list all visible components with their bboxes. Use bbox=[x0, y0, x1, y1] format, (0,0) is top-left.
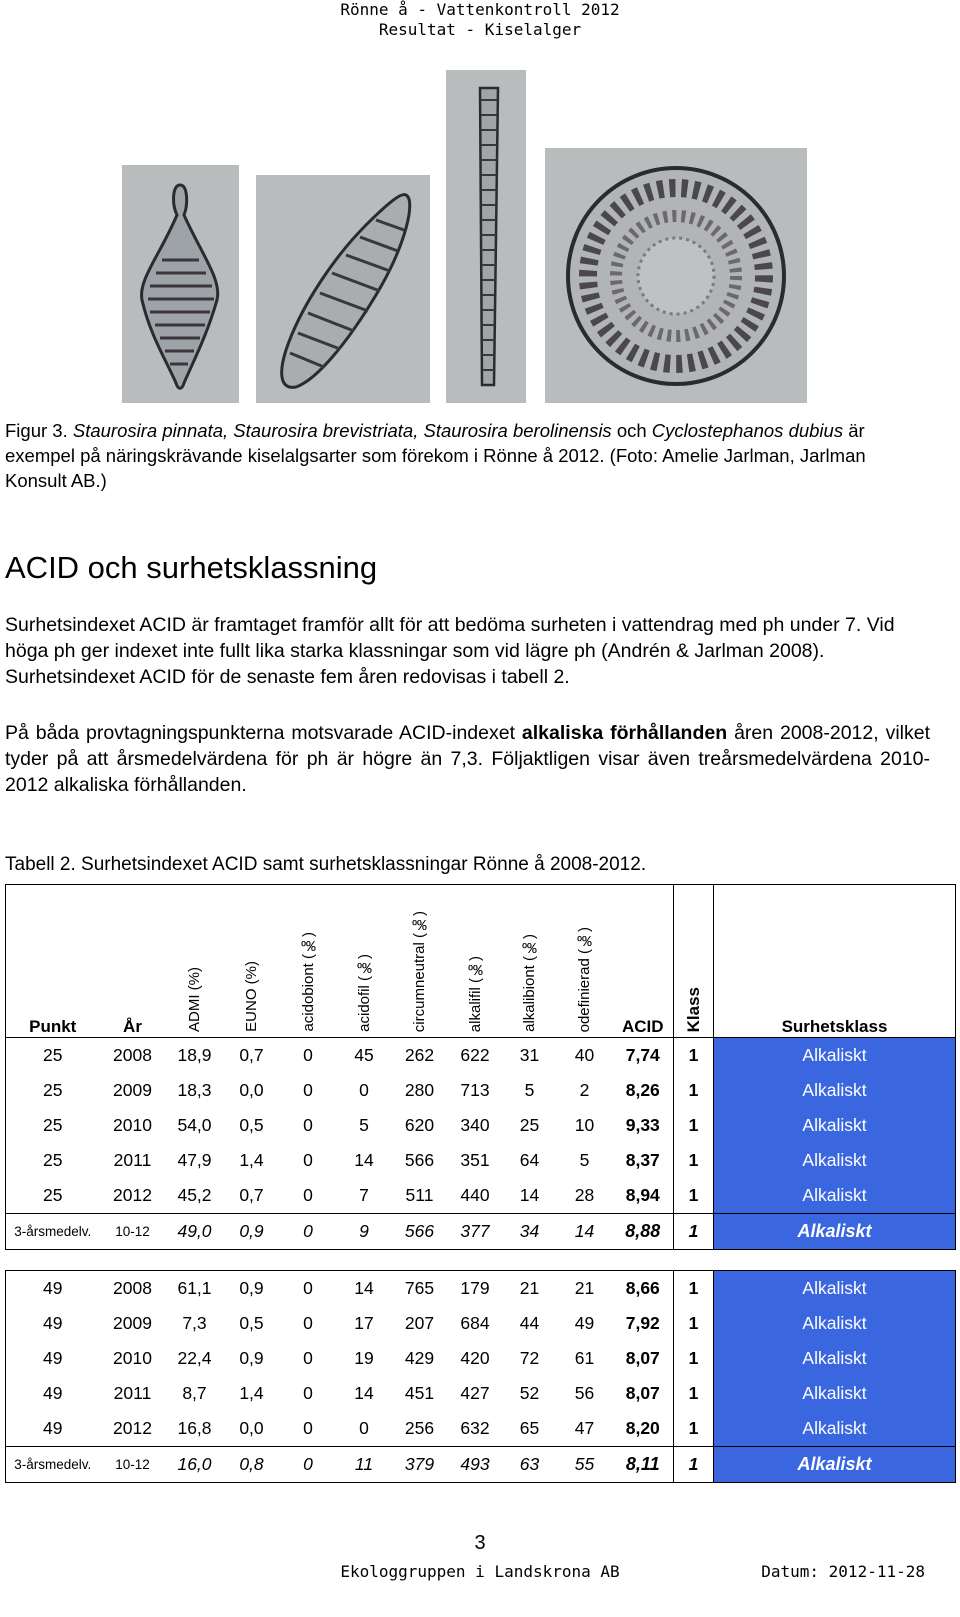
table-row bbox=[6, 1038, 956, 1074]
table-average-row bbox=[6, 1214, 956, 1250]
table-cell: 0 bbox=[303, 1150, 313, 1170]
paragraph-2-c: åren 2008-2012 bbox=[734, 722, 874, 744]
table-header-label: ACID bbox=[621, 1017, 664, 1036]
table-cell: 8,07 bbox=[613, 1341, 674, 1376]
table-cell: 61,1 bbox=[177, 1278, 212, 1298]
table-cell: 0 bbox=[303, 1418, 313, 1438]
photo-staurosira-berolinensis bbox=[446, 70, 526, 403]
table-cell: 280 bbox=[404, 1080, 435, 1100]
photo-staurosira-pinnata bbox=[122, 165, 239, 403]
table-cell: 49 bbox=[6, 1271, 100, 1307]
table-cell: 511 bbox=[405, 1185, 434, 1205]
table-cell: 1 bbox=[674, 1271, 714, 1307]
table-cell: 0,0 bbox=[239, 1418, 264, 1438]
table-cell: 9,33 bbox=[613, 1108, 674, 1143]
table-cell: 0 bbox=[303, 1115, 313, 1135]
table-row bbox=[6, 1341, 956, 1376]
table-header-cell bbox=[503, 885, 557, 1038]
table-cell: 351 bbox=[460, 1150, 490, 1170]
table-cell: 179 bbox=[460, 1278, 490, 1298]
table-header-cell bbox=[337, 885, 392, 1038]
table-cell: 64 bbox=[519, 1150, 540, 1170]
table-cell: Alkaliskt bbox=[714, 1178, 956, 1214]
paragraph-2-d: , vilket tyder på att årsmedelvärdena för ph är högre än 7,3. Följaktligen visar även treårsmedelvärdena 2010-2012 alkaliska förhållanden. bbox=[5, 722, 930, 796]
table-cell: 0 bbox=[280, 1447, 337, 1483]
table-cell: 49 bbox=[574, 1313, 595, 1333]
table-cell: 377 bbox=[448, 1214, 503, 1250]
table-cell: 1 bbox=[674, 1178, 714, 1214]
table-header-cell bbox=[674, 885, 714, 1038]
table-cell: 14 bbox=[354, 1278, 374, 1298]
table-spacer-row bbox=[6, 1250, 956, 1271]
table-cell: 52 bbox=[519, 1383, 540, 1403]
table-cell: 493 bbox=[448, 1447, 503, 1483]
table-cell: 0,7 bbox=[239, 1185, 264, 1205]
table-header-cell bbox=[224, 885, 280, 1038]
table-cell: 0 bbox=[280, 1214, 337, 1250]
table-cell: 2011 bbox=[113, 1383, 152, 1403]
table-cell: Alkaliskt bbox=[714, 1341, 956, 1376]
table-cell: 0,7 bbox=[239, 1045, 264, 1065]
table-row bbox=[6, 1143, 956, 1178]
table-header-row bbox=[6, 885, 956, 1038]
table-cell: 1 bbox=[674, 1411, 714, 1447]
table-cell: 1,4 bbox=[239, 1383, 264, 1403]
table-cell: 63 bbox=[503, 1447, 557, 1483]
table-cell: 7,92 bbox=[613, 1306, 674, 1341]
table-cell: 14 bbox=[354, 1383, 374, 1403]
table-row bbox=[6, 1271, 956, 1307]
figure-species-2: Cyclostephanos dubius bbox=[651, 420, 844, 441]
table-cell: 49 bbox=[6, 1306, 100, 1341]
table-cell: 451 bbox=[404, 1383, 435, 1403]
table-header-cell bbox=[166, 885, 224, 1038]
table-cell: 2010 bbox=[113, 1115, 152, 1135]
table-cell: 9 bbox=[337, 1214, 392, 1250]
table-cell: 3-årsmedelv. bbox=[6, 1214, 100, 1250]
header-title: Rönne å - Vattenkontroll 2012 bbox=[340, 0, 620, 19]
table-cell: 2010 bbox=[113, 1348, 152, 1368]
table-header-cell bbox=[613, 885, 674, 1038]
table-cell: 1 bbox=[674, 1108, 714, 1143]
table-cell: 7 bbox=[359, 1185, 369, 1205]
table-cell: 207 bbox=[404, 1313, 435, 1333]
table-cell: 256 bbox=[404, 1418, 435, 1438]
table-cell: 25 bbox=[6, 1038, 100, 1074]
table-header-cell bbox=[280, 885, 337, 1038]
table-row bbox=[6, 1178, 956, 1214]
table-cell: Alkaliskt bbox=[714, 1038, 956, 1074]
table-cell: 1 bbox=[674, 1447, 714, 1483]
table-header-label: alkalifil (‰) bbox=[466, 955, 484, 1032]
table-cell: 3-årsmedelv. bbox=[6, 1447, 100, 1483]
table-cell: 10-12 bbox=[100, 1214, 166, 1250]
table-cell: Alkaliskt bbox=[714, 1411, 956, 1447]
table-cell: 440 bbox=[460, 1185, 490, 1205]
table-cell: 49 bbox=[6, 1341, 100, 1376]
table-cell: Alkaliskt bbox=[714, 1143, 956, 1178]
table-cell: 21 bbox=[519, 1278, 540, 1298]
table-row bbox=[6, 1411, 956, 1447]
photo-cyclostephanos-dubius bbox=[545, 148, 807, 403]
table-cell: 34 bbox=[503, 1214, 557, 1250]
table-cell: 0,9 bbox=[239, 1278, 264, 1298]
table-cell: 61 bbox=[574, 1348, 595, 1368]
table-cell: 17 bbox=[354, 1313, 374, 1333]
table-cell: 1 bbox=[674, 1038, 714, 1074]
table-cell: 8,26 bbox=[613, 1073, 674, 1108]
table-cell: 566 bbox=[392, 1214, 448, 1250]
table-cell: 54,0 bbox=[177, 1115, 212, 1135]
table-cell: 18,3 bbox=[177, 1080, 212, 1100]
header-subtitle: Resultat - Kiselalger bbox=[378, 20, 582, 39]
footer-company: Ekologgruppen i Landskrona AB bbox=[340, 1562, 620, 1581]
table-cell: 25 bbox=[6, 1108, 100, 1143]
table-cell: 65 bbox=[519, 1418, 540, 1438]
table-cell: 56 bbox=[574, 1383, 595, 1403]
footer-date: Datum: 2012-11-28 bbox=[761, 1562, 925, 1581]
table-row bbox=[6, 1376, 956, 1411]
table-cell: 0,5 bbox=[239, 1115, 264, 1135]
table-cell: 7,3 bbox=[182, 1313, 207, 1333]
table-cell: Alkaliskt bbox=[714, 1108, 956, 1143]
table-cell: 1,4 bbox=[239, 1150, 264, 1170]
photo-staurosira-brevistriata bbox=[256, 175, 430, 403]
table-cell: Alkaliskt bbox=[714, 1376, 956, 1411]
table-cell: 5 bbox=[359, 1115, 369, 1135]
table-cell: 45 bbox=[354, 1045, 374, 1065]
table-cell: 25 bbox=[519, 1115, 540, 1135]
table-cell: 1 bbox=[674, 1376, 714, 1411]
table-cell: 8,07 bbox=[613, 1376, 674, 1411]
table-cell: 262 bbox=[404, 1045, 435, 1065]
table-header-label: alkalibiont (‰) bbox=[521, 934, 538, 1032]
section-title: ACID och surhetsklassning bbox=[5, 550, 378, 585]
table-cell: 340 bbox=[460, 1115, 490, 1135]
table-cell: Alkaliskt bbox=[714, 1271, 956, 1307]
table-cell: 0 bbox=[359, 1080, 369, 1100]
table-cell: 1 bbox=[674, 1341, 714, 1376]
figure-label: Figur 3. bbox=[5, 420, 68, 441]
table-caption: Tabell 2. Surhetsindexet ACID samt surhetsklassningar Rönne å 2008-2012. bbox=[5, 854, 647, 875]
table-cell: 40 bbox=[574, 1045, 595, 1065]
table-cell: 0 bbox=[303, 1045, 313, 1065]
table-cell: 25 bbox=[6, 1073, 100, 1108]
table-header-cell bbox=[100, 885, 166, 1038]
table-cell: 8,11 bbox=[613, 1447, 674, 1483]
table-cell: 25 bbox=[6, 1178, 100, 1214]
table-cell: 0,9 bbox=[224, 1214, 280, 1250]
table-cell: 44 bbox=[519, 1313, 540, 1333]
paragraph-2-bold: alkaliska förhållanden bbox=[521, 722, 728, 744]
table-header-label: Punkt bbox=[29, 1017, 77, 1036]
table-cell: 49 bbox=[6, 1376, 100, 1411]
table-cell: 0,0 bbox=[239, 1080, 264, 1100]
table-cell: 8,94 bbox=[613, 1178, 674, 1214]
table-cell: 2008 bbox=[113, 1278, 152, 1298]
table-row bbox=[6, 1108, 956, 1143]
table-cell: 0 bbox=[303, 1313, 313, 1333]
table-cell: 31 bbox=[519, 1045, 540, 1065]
table-cell: 1 bbox=[674, 1214, 714, 1250]
table-cell: 420 bbox=[460, 1348, 490, 1368]
table-cell: Alkaliskt bbox=[714, 1073, 956, 1108]
table-header-cell bbox=[392, 885, 448, 1038]
figure-och: och bbox=[616, 420, 647, 441]
table-cell: Alkaliskt bbox=[714, 1214, 956, 1250]
table-header-cell bbox=[557, 885, 613, 1038]
table-cell: 10 bbox=[574, 1115, 595, 1135]
table-cell: 45,2 bbox=[177, 1185, 212, 1205]
table-cell: 8,7 bbox=[182, 1383, 207, 1403]
table-cell: 0 bbox=[303, 1383, 313, 1403]
table-cell: 11 bbox=[337, 1447, 392, 1483]
table-header-cell bbox=[448, 885, 503, 1038]
table-cell: 8,20 bbox=[613, 1411, 674, 1447]
table-cell: 16,0 bbox=[166, 1447, 224, 1483]
table-header-label: År bbox=[123, 1017, 142, 1036]
table-cell: 765 bbox=[404, 1278, 435, 1298]
acid-table bbox=[5, 884, 956, 1483]
figure-caption-rest: är exempel på näringskrävande kiselalgsarter som förekom i Rönne å 2012. (Foto: Amelie Jarlman, Jarlman Konsult AB.) bbox=[5, 420, 866, 491]
table-header-label: EUNO (%) bbox=[243, 961, 260, 1032]
table-cell: 47 bbox=[574, 1418, 595, 1438]
table-cell: 2 bbox=[579, 1080, 590, 1100]
table-header-cell bbox=[714, 885, 956, 1038]
table-cell: 8,37 bbox=[613, 1143, 674, 1178]
page-number: 3 bbox=[474, 1532, 486, 1554]
table-header-label: odefinierad (‰) bbox=[576, 926, 593, 1032]
figure-caption bbox=[5, 418, 930, 493]
table-cell: 0 bbox=[303, 1348, 313, 1368]
table-cell: 427 bbox=[460, 1383, 490, 1403]
table-cell: 429 bbox=[404, 1348, 435, 1368]
table-cell: 25 bbox=[6, 1143, 100, 1178]
page-header bbox=[0, 0, 960, 40]
table-cell: 19 bbox=[354, 1348, 374, 1368]
table-cell: 1 bbox=[674, 1306, 714, 1341]
table-cell: 1 bbox=[674, 1143, 714, 1178]
figure-species-1: Staurosira pinnata, Staurosira brevistriata, Staurosira berolinensis bbox=[72, 420, 612, 441]
table-cell: 622 bbox=[460, 1045, 490, 1065]
table-cell: 18,9 bbox=[177, 1045, 212, 1065]
table-cell: 379 bbox=[392, 1447, 448, 1483]
table-cell: 22,4 bbox=[177, 1348, 212, 1368]
table-cell: Alkaliskt bbox=[714, 1306, 956, 1341]
table-cell: 713 bbox=[460, 1080, 490, 1100]
table-cell: 2012 bbox=[113, 1418, 152, 1438]
table-cell: 8,88 bbox=[613, 1214, 674, 1250]
table-header-label: acidofil (‰) bbox=[355, 954, 373, 1032]
table-cell: 5 bbox=[579, 1150, 590, 1170]
table-cell: 28 bbox=[574, 1185, 595, 1205]
table-cell: 2008 bbox=[113, 1045, 152, 1065]
table-cell: 14 bbox=[354, 1150, 374, 1170]
table-cell: 49,0 bbox=[166, 1214, 224, 1250]
table-cell: 1 bbox=[674, 1073, 714, 1108]
table-cell: 55 bbox=[557, 1447, 613, 1483]
table-cell: 14 bbox=[519, 1185, 540, 1205]
table-cell: 72 bbox=[519, 1348, 540, 1368]
table-cell: 5 bbox=[524, 1080, 535, 1100]
paragraph-2-a: På båda provtagningspunkterna motsvarade ACID-indexet bbox=[5, 722, 515, 744]
table-cell: 2009 bbox=[113, 1313, 152, 1333]
table-cell: 632 bbox=[460, 1418, 490, 1438]
table-cell: 0 bbox=[303, 1185, 313, 1205]
table-cell: 2012 bbox=[113, 1185, 152, 1205]
table-average-row bbox=[6, 1447, 956, 1483]
table-cell: 0,8 bbox=[224, 1447, 280, 1483]
paragraph-2 bbox=[5, 720, 930, 798]
table-cell: 0 bbox=[303, 1080, 313, 1100]
table-header-label: acidobiont (‰) bbox=[299, 932, 317, 1032]
table-cell: Alkaliskt bbox=[714, 1447, 956, 1483]
paragraph-1: Surhetsindexet ACID är framtaget framför allt för att bedöma surheten i vattendrag med ph under 7. Vid höga ph ger indexet inte fullt lika starka klassningar som vid lägre ph (Andrén & Jarlman 2008). Surhetsindexet ACID för de senaste fem åren redovisas i tabell 2. bbox=[5, 614, 895, 688]
table-cell: 7,74 bbox=[613, 1038, 674, 1074]
table-header-label: ADMI (%) bbox=[186, 967, 203, 1032]
table-cell: 49 bbox=[6, 1411, 100, 1447]
table-cell: 8,66 bbox=[613, 1271, 674, 1307]
table-cell: 0,5 bbox=[239, 1313, 264, 1333]
table-cell: 566 bbox=[404, 1150, 435, 1170]
table-cell: 2011 bbox=[113, 1150, 152, 1170]
diatom-photos bbox=[0, 68, 960, 418]
table-cell: 14 bbox=[557, 1214, 613, 1250]
table-row bbox=[6, 1073, 956, 1108]
table-cell: 21 bbox=[574, 1278, 595, 1298]
table-header-label: circumneutral (‰) bbox=[411, 910, 428, 1032]
table-header-cell bbox=[6, 885, 100, 1038]
table-cell: 620 bbox=[404, 1115, 435, 1135]
table-header-label: Surhetsklass bbox=[781, 1017, 888, 1036]
table-cell: 10-12 bbox=[100, 1447, 166, 1483]
table-cell: 2009 bbox=[113, 1080, 152, 1100]
table-cell: 16,8 bbox=[177, 1418, 212, 1438]
table-header-label: Klass bbox=[683, 986, 703, 1032]
table-cell: 0 bbox=[359, 1418, 369, 1438]
table-cell: 684 bbox=[460, 1313, 490, 1333]
table-cell: 47,9 bbox=[177, 1150, 212, 1170]
table-cell: 0 bbox=[303, 1278, 313, 1298]
table-row bbox=[6, 1306, 956, 1341]
table-cell: 0,9 bbox=[239, 1348, 264, 1368]
